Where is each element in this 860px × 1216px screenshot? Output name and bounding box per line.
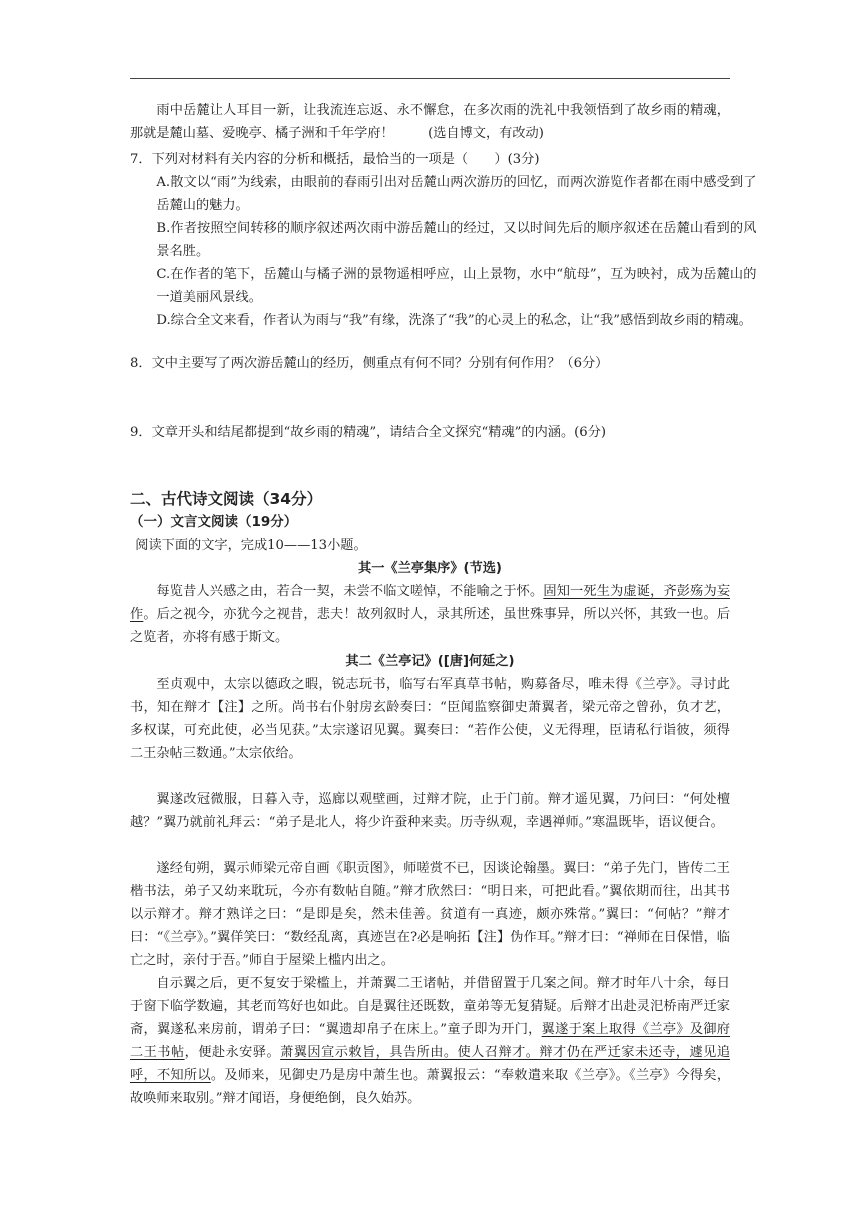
section2-instruction: 阅读下面的文字，完成10——13小题。 <box>135 538 367 553</box>
q9-stem: 9．文章开头和结尾都提到“故乡雨的精魂”，请结合全文探究“精魂”的内涵。(6分) <box>130 425 607 440</box>
text2-paragraph-3: 遂经旬朔，翼示师梁元帝自画《职贡图》，师嗟赏不已，因谈论翰墨。翼曰：“弟子先门，皆传二王楷书法，弟子又幼来耽玩，今亦有数帖自随。”辩才欣然曰：“明日来，可把此看。”翼依期而往，出其书以示辩才。辩才熟详之曰：“是即是矣，然未佳善。贫道有一真迹，颇亦殊常。”翼曰：“何帖？”辩才曰：“《兰亭》。”翼佯笑曰：“数经乱离，真迹岂在?必是响拓【注】伪作耳。”辩才曰：“禅师在日保惜，临亡之时，亲付于吾。”师自于屋梁上槛内出之。 <box>130 861 730 968</box>
q7-option-a: A.散文以“雨”为线索，由眼前的春雨引出对岳麓山两次游历的回忆，而两次游览作者都在雨中感受到了岳麓山的魅力。 <box>156 175 757 213</box>
q7-option-c: C.在作者的笔下，岳麓山与橘子洲的景物遥相呼应，山上景物，水中“航母”，互为映衬，成为岳麓山的一道美丽风景线。 <box>156 267 757 305</box>
text1-text-b: 。后之视今，亦犹今之视昔，悲夫！故列叙时人，录其所述，虽世殊事异，所以兴怀，其致一也。后之览者，亦将有感于斯文。 <box>130 607 731 645</box>
q8-stem: 8．文中主要写了两次游岳麓山的经历，侧重点有何不同？分别有何作用？（6分） <box>130 356 609 371</box>
text1-text-a: 每览昔人兴感之由，若合一契，未尝不临文嗟悼，不能喻之于怀。 <box>156 584 544 599</box>
top-rule <box>130 78 730 79</box>
section2-title: 二、古代诗文阅读（34分） <box>130 490 323 508</box>
text2-p4-b: ，便赴永安驿。 <box>184 1045 281 1060</box>
text2-title: 其二《兰亭记》([唐]何延之) <box>345 654 515 669</box>
text2-p4-underlined-2: 萧翼因宣示敕旨，具告所由。使人召辩才。辩才仍在严迁家未还寺，遽见追呼，不知所以 <box>130 1045 731 1083</box>
text2-paragraph-4 <box>130 972 730 1110</box>
q7-option-b: B.作者按照空间转移的顺序叙述两次雨中游岳麓山的经过，又以时间先后的顺序叙述在岳麓山看到的风景名胜。 <box>156 221 757 259</box>
text2-p4-underlined-1: 翼遂于案上取得《兰亭》及御府二王书帖 <box>130 1022 730 1060</box>
intro-paragraph <box>130 99 730 145</box>
text1-underlined: 固知一死生为虚诞，齐彭殇为妄作 <box>130 584 731 622</box>
intro-text: 雨中岳麓让人耳目一新，让我流连忘返、永不懈怠，在多次雨的洗礼中我领悟到了故乡雨的精魂，那就是麓山墓、爱晚亭、橘子洲和千年学府！ <box>130 103 730 141</box>
text1-paragraph <box>130 580 730 649</box>
text2-paragraph-2: 翼遂改冠微服，日暮入寺，巡廊以观壁画，过辩才院，止于门前。辩才遥见翼，乃问曰：“何处檀越？”翼乃就前礼拜云：“弟子是北人，将少许蚕种来卖。历寺纵观，幸遇禅师。”寒温既毕，语议便合。 <box>130 792 730 830</box>
text2-p4-a: 自示翼之后，更不复安于梁槛上，并萧翼二王诸帖，并借留置于几案之间。辩才时年八十余，每日于窗下临学数遍，其老而笃好也如此。自是翼往还既数，童弟等无复猜疑。后辩才出赴灵汜桥南严迁家斋，翼遂私来房前，谓弟子曰：“翼遗却帛子在床上。”童子即为开门， <box>130 976 730 1037</box>
text1-title: 其一《兰亭集序》(节选) <box>358 561 502 576</box>
text2-paragraph-1: 至贞观中，太宗以德政之暇，锐志玩书，临写右军真草书帖，购募备尽，唯未得《兰亭》。寻讨此书，知在辩才【注】之所。尚书右仆射房玄龄奏曰：“臣闻监察御史萧翼者，梁元帝之曾孙，负才艺，多权谋，可充此使，必当见获。”太宗遂诏见翼。翼奏曰：“若作公使，义无得理，臣请私行诣彼，须得二王杂帖三数通。”太宗依给。 <box>130 677 730 761</box>
intro-source: (选自博文，有改动) <box>428 126 544 141</box>
text2-p4-c: 。及师来，见御史乃是房中萧生也。萧翼报云：“奉敕遣来取《兰亭》。《兰亭》今得矣，故唤师来取别。”辩才闻语，身便绝倒，良久始苏。 <box>130 1068 731 1106</box>
q7-stem: 7．下列对材料有关内容的分析和概括，最恰当的一项是（ ）(3分) <box>130 152 540 167</box>
q7-option-d: D.综合全文来看，作者认为雨与“我”有缘，洗涤了“我”的心灵上的私念，让“我”感悟到故乡雨的精魂。 <box>156 313 752 328</box>
section2-subtitle: （一）文言文阅读（19分） <box>130 514 298 530</box>
